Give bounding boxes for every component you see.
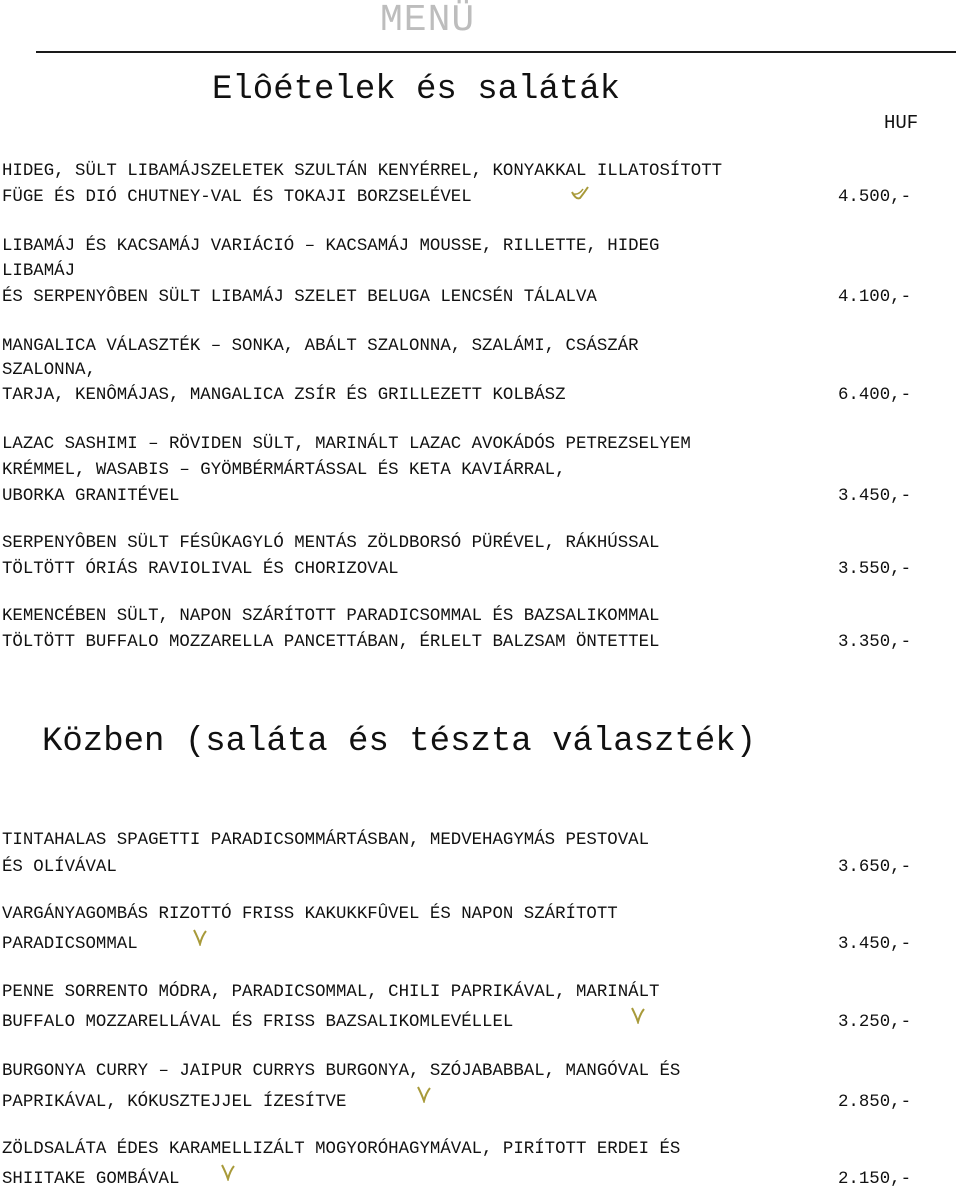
item-description-line: BUFFALO MOZZARELLÁVAL ÉS FRISS BAZSALIKOMLEVÉLLEL — [2, 1013, 514, 1032]
item-price: 2.150,- — [838, 1170, 912, 1189]
item-description-line: TARJA, KENÔMÁJAS, MANGALICA ZSÍR ÉS GRILLEZETT KOLBÁSZ — [2, 386, 566, 405]
item-description-line: LIBAMÁJ ÉS KACSAMÁJ VARIÁCIÓ – KACSAMÁJ MOUSSE, RILLETTE, HIDEG — [2, 237, 660, 256]
section-title-starters: Elôételek és saláták — [212, 71, 621, 109]
header-divider — [36, 51, 956, 53]
item-price: 3.550,- — [838, 560, 912, 579]
item-description-line: PAPRIKÁVAL, KÓKUSZTEJJEL ÍZESÍTVE — [2, 1093, 347, 1112]
item-description-line: LAZAC SASHIMI – RÖVIDEN SÜLT, MARINÁLT LAZAC AVOKÁDÓS PETREZSELYEM — [2, 435, 691, 454]
item-description-line: MANGALICA VÁLASZTÉK – SONKA, ABÁLT SZALONNA, SZALÁMI, CSÁSZÁR — [2, 337, 639, 356]
menu-title: MENÜ — [380, 0, 476, 42]
item-description-line: LIBAMÁJ — [2, 262, 76, 281]
item-description-line: FÜGE ÉS DIÓ CHUTNEY-VAL ÉS TOKAJI BORZSELÉVEL — [2, 188, 472, 207]
item-description-line: TÖLTÖTT BUFFALO MOZZARELLA PANCETTÁBAN, ÉRLELT BALZSAM ÖNTETTEL — [2, 633, 660, 652]
section-title-in-between: Közben (saláta és tészta választék) — [42, 723, 757, 761]
item-description-line: VARGÁNYAGOMBÁS RIZOTTÓ FRISS KAKUKKFÛVEL ÉS NAPON SZÁRÍTOTT — [2, 905, 618, 924]
item-description-line: ZÖLDSALÁTA ÉDES KARAMELLIZÁLT MOGYORÓHAGYMÁVAL, PIRÍTOTT ERDEI ÉS — [2, 1140, 681, 1159]
item-description-line: PENNE SORRENTO MÓDRA, PARADICSOMMAL, CHILI PAPRIKÁVAL, MARINÁLT — [2, 983, 660, 1002]
vegetarian-leaf-icon — [630, 1006, 646, 1024]
item-price: 3.250,- — [838, 1013, 912, 1032]
item-price: 2.850,- — [838, 1093, 912, 1112]
item-description-line: SERPENYÔBEN SÜLT FÉSÛKAGYLÓ MENTÁS ZÖLDBORSÓ PÜRÉVEL, RÁKHÚSSAL — [2, 534, 660, 553]
item-price: 3.450,- — [838, 487, 912, 506]
item-description-line: HIDEG, SÜLT LIBAMÁJSZELETEK SZULTÁN KENYÉRREL, KONYAKKAL ILLATOSÍTOTT — [2, 162, 723, 181]
currency-label: HUF — [884, 112, 919, 134]
item-description-line: TÖLTÖTT ÓRIÁS RAVIOLIVAL ÉS CHORIZOVAL — [2, 560, 399, 579]
item-description-line: KRÉMMEL, WASABIS – GYÖMBÉRMÁRTÁSSAL ÉS KETA KAVIÁRRAL, — [2, 461, 566, 480]
item-description-line: SZALONNA, — [2, 361, 96, 380]
item-price: 3.650,- — [838, 858, 912, 877]
item-description-line: PARADICSOMMAL — [2, 935, 138, 954]
item-price: 6.400,- — [838, 386, 912, 405]
item-description-line: TINTAHALAS SPAGETTI PARADICSOMMÁRTÁSBAN, MEDVEHAGYMÁS PESTOVAL — [2, 831, 650, 850]
vegetarian-leaf-icon — [192, 928, 208, 946]
item-price: 3.350,- — [838, 633, 912, 652]
item-description-line: ÉS SERPENYÔBEN SÜLT LIBAMÁJ SZELET BELUGA LENCSÉN TÁLALVA — [2, 288, 597, 307]
item-price: 4.500,- — [838, 188, 912, 207]
item-description-line: BURGONYA CURRY – JAIPUR CURRYS BURGONYA, SZÓJABABBAL, MANGÓVAL ÉS — [2, 1062, 681, 1081]
item-price: 3.450,- — [838, 935, 912, 954]
vegetarian-leaf-icon — [220, 1163, 236, 1181]
vegetarian-leaf-icon — [570, 184, 586, 202]
item-description-line: SHIITAKE GOMBÁVAL — [2, 1170, 180, 1189]
vegetarian-leaf-icon — [416, 1085, 432, 1103]
item-description-line: KEMENCÉBEN SÜLT, NAPON SZÁRÍTOTT PARADICSOMMAL ÉS BAZSALIKOMMAL — [2, 607, 660, 626]
item-description-line: ÉS OLÍVÁVAL — [2, 858, 117, 877]
item-description-line: UBORKA GRANITÉVEL — [2, 487, 180, 506]
item-price: 4.100,- — [838, 288, 912, 307]
